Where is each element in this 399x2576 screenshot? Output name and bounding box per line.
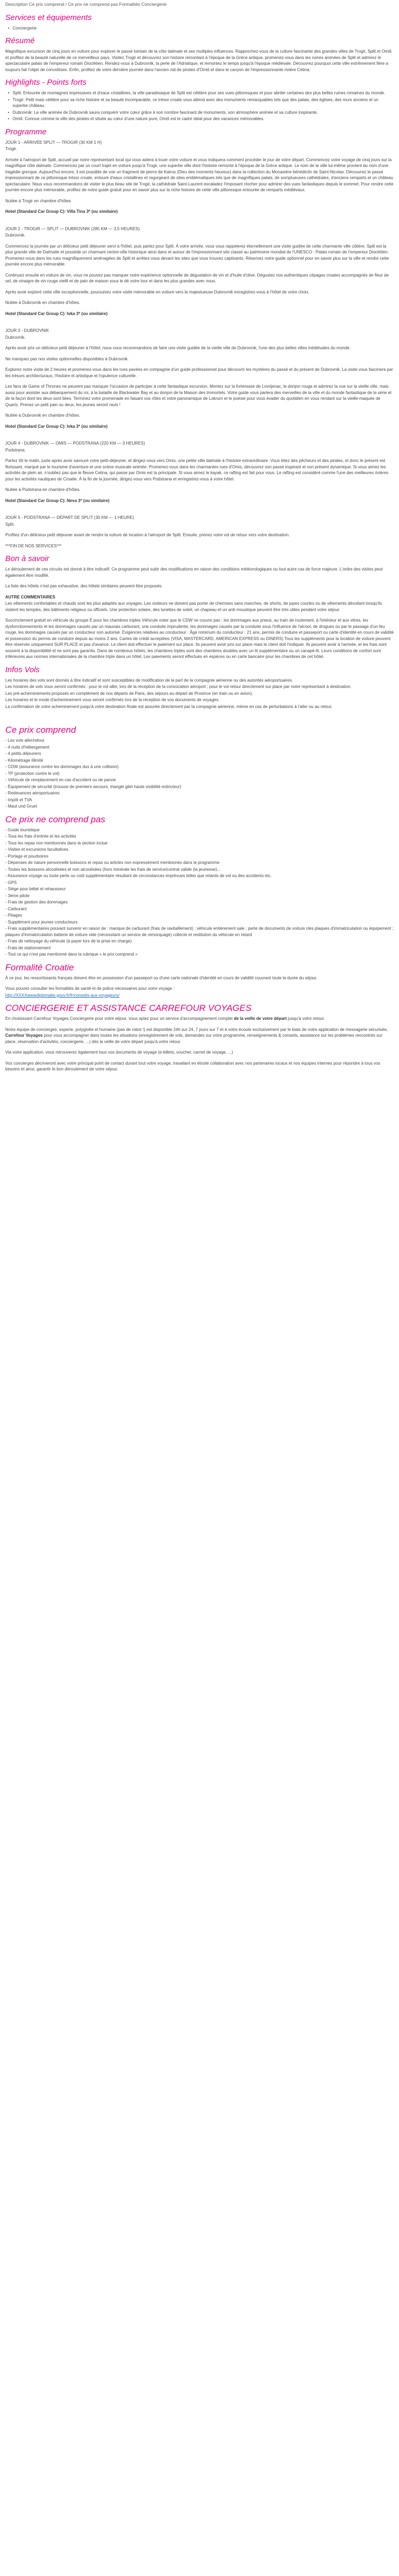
excluded-item: - Frais supplémentaires pouvant survenir en raison de : manque de carburant (frais de ravitaillement) ; véhicule entièrement sale ; perte de documents de voiture clés plaques d'immatriculation ou équipement ; plaques d'immatriculation batterie de voiture vide (nécessitant un service de remorquage) collecte et restitution du véhicule en retard bbox=[5, 926, 394, 937]
excluded-item: - Frais de nettoyage du véhicule (à payer lors de la prise en charge) bbox=[5, 939, 132, 943]
day-subtitle: Split. bbox=[5, 522, 15, 527]
page bbox=[0, 0, 399, 1083]
diplomatie-link[interactable]: http://XXXXwwwdiplomatie.gouv.fr/fr/conseils-aux-voyageurs/ bbox=[5, 992, 119, 998]
day-1 bbox=[5, 140, 394, 215]
day-paragraph: Nuitée à Podstrana en chambre d'hôtes. bbox=[5, 487, 81, 492]
infos-vols-line: La confirmation de votre acheminement jusqu'à votre destination finale est assurée directement par la compagnie aérienne, mème en cas de perturbations à l'aller ou au retour. bbox=[5, 704, 333, 709]
included-item: - Équipement de sécurité (trousse de premiers secours, triangle gilet haute visibilité extincteur) bbox=[5, 784, 182, 789]
excluded-item: - Tous les frais d'entrée et les activités bbox=[5, 834, 76, 839]
day-title: JOUR 1 - ARRIVÉE SPLIT — TROGIR (30 KM 1 H) bbox=[5, 140, 102, 145]
services-item: • Conciergerie bbox=[13, 25, 394, 32]
ne-comprend-pas-title: Ce prix ne comprend pas bbox=[5, 814, 105, 824]
day-4 bbox=[5, 440, 394, 504]
day-paragraph: Après avoir exploré cette ville exceptionnelle, poursuivez votre visite mémorable en voiture vers la majestueuse Dubrovnik enregistrez-vous à l'hôtel de votre choix. bbox=[5, 289, 310, 294]
highlight-item: • Trogir: Petit mais célèbre pour sa riche histoire et sa beauté incomparable, ce trésor croate vous attend avec des monuments remarquables tels que des palais, des églises, des murs anciens et un superbe château. bbox=[13, 97, 394, 109]
conciergerie-paragraph: En choisissant Carrefour Voyages Conciergerie pour votre séjour, vous optez pour un service d'accompagnement complet de la veille de votre départ jusqu'à votre retour. bbox=[5, 1016, 325, 1021]
day-hotel: Hotel (Standard Car Group C): Villa Tina 3* (ou similaire) bbox=[5, 209, 118, 214]
day-paragraph: Continuez ensuite en voiture de vin, vous ne pouvez pas manquer notre expérience optionnelle de dégustation de vin et d'huile d'olive. Dégustez nos authentiques cépages croates accompagnés de fleur de sel, de vinaigre de vin rouge vieilli et de pain de maison sous le dé votre tour et dans les plus grandes avec nous. bbox=[5, 272, 389, 283]
formalite-paragraph: À ce jour, les ressortissants français doivent être en possession d'un passeport ou d'une carte nationale d'identité en cours de validité couvrant toute la durée du séjour. bbox=[5, 975, 317, 980]
day-paragraph: Partez tôt le matin, juste après avoir savouré votre petit-déjeuner, et dirigez-vous vers Omis, une petite ville dalmate à l'histoire extraordinaire. Vous étiez des pêcheurs et des pirates, et donc le présent est florissant, marqué par le tourisme d'aventure et une scène musicale animée. Promenez-vous dans les charmantes rues d'Omis, découvrez son passé inspirant et son présent dynamique. Si vous aimez les activités de plein air, n'oubliez pas que le fleuve Cetina, qui passe par Omis est la principale. Si vous aimez le kayak, ce rafting est fait pour vous. Le rafting est considéré comme l'une des meilleures rivières pour les activités nautiques de Croatie. À la fin de la journée, dirigez-vous vers Podstrana et enregistrez-vous à votre hôtel. bbox=[5, 458, 388, 481]
infos-vols-line: Les pré-acheminements proposés en complément de nos départs de Paris, des séjours au départ de Province (en train ou en avion). bbox=[5, 691, 253, 696]
services-title: Services et équipements bbox=[5, 13, 92, 22]
infos-vols-line: Les horaires de vols vous seront confirmés : pour le vol aller, lors de la réception de la convocation aéroport ; pour le vol retour directement sur place par notre représentant à destination. bbox=[5, 684, 352, 689]
day-paragraph: Profitez d'un délicieux petit déjeuner avant de rendre la voiture de location à l'aéroport de Split. Ensuite, prenez votre vol de retour vers votre destination. bbox=[5, 533, 290, 537]
formalite-paragraph: Vous pouvez consulter les formalités de santé et de police nécessaires pour votre voyage : bbox=[5, 986, 175, 991]
excluded-item: - Frais de gestion des dommages bbox=[5, 900, 68, 904]
excluded-item: - Assurance voyage ou toute perte ou coût supplémentaire résultant de circonstances imprévues telles que retards de vol ou des accidents etc. bbox=[5, 873, 272, 878]
conciergerie-paragraph: Notre équipe de concierges, experte, polyglotte et humaine (pas de robot !) est disponible 24h sur 24, 7 jours sur 7 et à votre écoute exclusivement par le biais de notre application de messagerie sécurisée, Carrefour Voyages pour vous accompagner dans toutes les situations (enregistrement de vols, demandes sur votre programme, renseignements & conseils, assistance sur les problèmes rencontrés sur place, réservation d'activités, conciergerie, ...) dès la veille de votre départ jusqu'à votre retour. bbox=[5, 1027, 388, 1044]
conciergerie-paragraph: Via votre application, vous retrouverez également tous vos documents de voyage (e-billets, voucher, carnet de voyage, ...) bbox=[5, 1050, 233, 1055]
day-3 bbox=[5, 328, 394, 429]
infos-vols-title: Infos Vols bbox=[5, 665, 40, 674]
conciergerie-title: CONCIERGERIE ET ASSISTANCE CARREFOUR VOYAGES bbox=[5, 1003, 252, 1013]
infos-vols-line: Les horaires des vols sont donnés à titre indicatif et sont susceptibles de modification de la part de la compagnie aérienne ou des autorités aéroportuaires. bbox=[5, 677, 293, 683]
included-item: - Véhicule de remplacement en cas d'accident ou de panne bbox=[5, 778, 116, 782]
highlight-item: • Split: Entourée de montagnes impressives et d'eaux cristallines, la ville paradisiaque de Split est célèbre pour ses vues pittoresques et pour abriter certaines des plus belles ruines romaines du monde. bbox=[13, 90, 394, 96]
infos-vols-line: Les horaires et le mode d'acheminement vous seront confirmés lors de la réception de vos documents de voyages. bbox=[5, 697, 220, 702]
bon-a-savoir-paragraph: La liste des hôtels n'est pas exhaustive, des hôtels similaires peuvent être proposés. bbox=[5, 584, 163, 588]
day-hotel: Hotel (Standard Car Group C): Ivka 3* (ou similaire) bbox=[5, 311, 108, 316]
day-subtitle: Dubrovnik. bbox=[5, 233, 26, 238]
programme-title: Programme bbox=[5, 127, 47, 136]
ce-prix-comprend-list bbox=[5, 738, 394, 810]
excluded-item: - Supplément pour jeunes conducteurs bbox=[5, 919, 78, 925]
ce-prix-comprend-title: Ce prix comprend bbox=[5, 725, 76, 735]
day-hotel: Hotel (Standard Car Group C): Neva 3* (ou similaire) bbox=[5, 498, 109, 503]
excluded-item: - Tout ce qui n'est pas mentionné dans la rubrique « le prix comprend » bbox=[5, 952, 138, 957]
excluded-item: - Carburant bbox=[5, 906, 27, 911]
included-item: - Redevances aéroportuaires bbox=[5, 791, 60, 795]
included-item: - Les vols aller/retour bbox=[5, 738, 45, 743]
day-paragraph: Les fans de Game of Thrones ne peuvent pas manquer l'occasion de participer à cette fantastique excursion. Montez sur la forteresse de Lovrijenac, le donjon rouge et admirez la vue sur la vieille ville, mais aussi pour assister aux débarquement du roi, à la bataille de Blackwater Bay et au donjon de la Maison des Immortels. Votre guide vous parlera des merveilles de la ville et du monde fantastique de la série et de la façon dont les deux sont liées. Terminez votre promenade en faisant vos rôles et votre panoramique de Lokrum et le poésie pour vous évader du quotidien en vous rendant sur la vieille-maquée de Quartz. Prenez un petit pain ou deux, les jeunes seront ravis ! bbox=[5, 384, 392, 407]
day-paragraph: Commencez la journée par un délicieux petit déjeuner servi à l'hôtel, puis partez pour Split. À votre arrivée, vous vous rappelerez éternellement une visite guidée de cette charmante ville côtière. Split est la plus grande ville de Dalmatie et possède un charmant centre-ville historique ainsi dans et autour de l'impressionnant site classé au patrimoine mondial de l'UNESCO : Palais romain de l'empereur Dioclétien. Promenez-vous dans les rues magnifiquement aménagées de Split et arrêtez-vous devant les sites que vous trouvez captivants. Réservez notre guide optionnel pour en savoir plus sur la ville et rendre cette journée encore plus mémorable. bbox=[5, 243, 389, 267]
included-item: - TP (protection contre le vol) bbox=[5, 771, 59, 776]
day-2 bbox=[5, 226, 394, 317]
excluded-item: - GPS bbox=[5, 880, 17, 885]
excluded-item: - Toutes les boissons alcoolisées et non alcoolisées (hors minérale les frais de service/contrat valide (la jeunesse)... bbox=[5, 867, 221, 872]
included-item: - CDW (assurance contre les dommages dus à une collision) bbox=[5, 764, 119, 769]
breadcrumb[interactable]: Description Ce prix comprend / Ce prix ne comprend pas Formalités Conciergerie bbox=[5, 2, 167, 7]
included-item: - 4 petits déjeuners bbox=[5, 751, 42, 756]
excluded-item: - Frais de stationnement bbox=[5, 945, 51, 950]
included-item: - 4 nuits d'hébergement bbox=[5, 744, 49, 750]
day-title: JOUR 3 - DUBROVNIK bbox=[5, 328, 49, 333]
highlight-item: • Dubrovnik: La ville animée de Dubrovnik saura conquérir votre cœur grâce à son nombre fascinant de monuments, son atmosphère animée et sa culture inspirante. bbox=[13, 110, 394, 116]
day-paragraph: Nuitée à Dubrovnik en chambre d'hôtes. bbox=[5, 413, 81, 418]
resume-text: Magnifique excursion de cinq jours en voiture pour explorer le passé lointain de la côte dalmate et ses multiples influences. Rapprochez-vous de la culture fascinante des grandes villes de Trogir, Split et Omiš et profitez de la beauté naturelle de ce merveilleux pays. Visitez Trogir et découvrez son histoire remontant à l'époque de la Grèce antique, promenez-vous dans les ruines animées de Split et admirez le spectaculaire palais de l'empereur romain Dioclétien. Rendez-vous à Dubrovnik, la perle de l'Adriatique, et remontez le temps jusqu'à l'époque médiévale. Découvrez pourquoi cette ville extrêmement fière a toujours fait l'objet de convoitises. Enfin, profitez de votre dernière journée dans l'ancien nid de pirates d'Omiš et dans le canyon de l'impressionnante rivière Cetina. bbox=[5, 49, 392, 72]
day-subtitle: Podstrana. bbox=[5, 447, 26, 453]
excluded-item: - Tous les repas non mentionnés dans la section inclue bbox=[5, 840, 108, 845]
end-of-services: ***FIN DE NOS SERVICES*** bbox=[5, 543, 62, 548]
autres-commentaires-title: AUTRE COMMENTAIRES bbox=[5, 594, 55, 599]
excluded-item: - Guide touristique bbox=[5, 827, 40, 832]
bon-a-savoir-paragraph: Succinctement gratuit en véhicule du groupe E pour les chambres triples Véhicule noter que le CDW ne couvre pas : les dommages aux pneus, au train de roulement, à l'intérieur et aux vitres, les dysfonctionnements et les dommages causés par un mauvais carburant, une conduite imprudente, les dommages causés par la conduite sous l'influence de l'alcool, de drogues ou par le passage d'un feu rouge, les dommages causés par un conducteur non autorisé. Exigences relatives au conducteur : Âge minimum du conducteur : 21 ans, permis de conduire et passeport ou carte d'identité en cours de validité et possession du permis de conduire depuis au moins 2 ans. Cartes de crédit acceptées (VISA, MASTERCARD, AMERICAN EXPRESS ou DINERS) Tous les suppléments pour la location de voiture peuvent être réservés uniquement SUR PLACE et pas d'avance. Le client doit effectuer le paiement sur place. Ils peuvent avoir prix sur place mais le client doit l'indiquer. Ils peuvent avoir à l'arrivée, et les frais sont souvent à la disponibilité et ne sont pas garantis. Dans de nombreux hôtels, les chambres triples sont des chambres doubles avec un lit supplémentaire ou un canapé-lit. Leurs conditions de confort sont inférieures aux normes internationales de la chambre triple dans un hôtel. Les paiements seront effectués en espèces ou en carte bancaire pour les chambres de cet hôtel. bbox=[5, 618, 394, 659]
excluded-item: - Siège pour bébé et rehausseur bbox=[5, 887, 66, 891]
highlights-list bbox=[5, 90, 394, 122]
conciergerie-paragraph: Vos concierges décriveront avec votre principal point de contact durant tout votre voyage, travailant en étroite collaboration avec nos partenaires locaux et nos équipes internes pour répondre à tous vos besoins et ainsi, garantir le bon déroulement de votre séjour. bbox=[5, 1060, 381, 1071]
day-paragraph: Après avoir pris un délicieux petit déjeuner à l'hôtel, nous vous recommandons de faire une visite guidée de la vieille ville de Dubrovnik, l'une des plus belles villes médiévales du monde. bbox=[5, 346, 351, 350]
excluded-item: - Péages bbox=[5, 913, 23, 918]
highlights-title: Highlights - Points forts bbox=[5, 78, 87, 87]
day-paragraph: Explorez notre visite de 2 heures et promenez-vous dans les rues pavées en compagnie d'un guide professionnel pour découvrir les mystères du passé et du présent de Dubrovnik. La visite vous fascinera par les trésors architecturaux, l'histoire et artistique et l'opulence culturelle. bbox=[5, 367, 393, 378]
day-paragraph: Nuitée à Dubrovnik en chambre d'hôtes. bbox=[5, 300, 81, 305]
bon-a-savoir-paragraph: Le déroulement de ces circuits est donné à titre indicatif. Ce programme peut subir des modifications en raison des conditions météorologiques ou tout autre cas de force majeure. L'ordre des visites peut également être modifié. bbox=[5, 567, 383, 578]
excluded-item: - Visites et excursions facultatives bbox=[5, 847, 68, 852]
day-paragraph: Arrivée à l'aéroport de Split, accueil par notre représentant local qui vous aidera à louer votre voiture et vous indiquera comment procéder le jour de votre départ. Commencez votre voyage de cinq jours sur la magnifique côte dalmate. Commencez par un court trajet en voiture jusqu'à Trogir, une superbe ville dont l'histoire remonte à l'époque de la Grèce antique. Le nom de la ville lui-même provient du nom d'une tragédie grecque. Aujourd'hui encore, il est possible de voir un fragment de pierre de Kairos (Dieu des moments heureux) dans la collection du Monastère bénédictin de Saint-Nicolas. Découvrez le passé impressionnant de ce pittoresque trésor croate, entouré d'eaux cristallines et regorgeant de sites emblématiques tels que de magnifiques palais, de somptueuses cathédrales, d'anciens remparts et un château spectaculaire. Nous vous recommandons de visiter le plus beau site de Trogir, la cathédrale Saint-Laurent escaladez l'imposant clocher pour admirer des vues fantastiques depuis le sommet. Pour rendre cette journée encore plus mémorable, profitez de notre guide gratuit pour en savoir plus sur la riche histoire de cette ville pittoresque entourée de remparts médiévaux. bbox=[5, 157, 394, 192]
day-subtitle: Dubrovnik. bbox=[5, 335, 26, 340]
day-title: JOUR 4 - DUBROVNIK — OMIS — PODSTRANA (220 KM — 3 HEURES) bbox=[5, 441, 145, 446]
day-title: JOUR 2 - TROGIR — SPLIT — DUBROVNIK (285 KM — 3,5 HEURES) bbox=[5, 226, 140, 231]
day-5 bbox=[5, 515, 394, 549]
included-item: - Maut und Gruet bbox=[5, 804, 37, 809]
day-paragraph: Nuitée à Trogir en chambre d'hôtes bbox=[5, 198, 71, 203]
included-item: - Impôt et TVA bbox=[5, 797, 32, 802]
services-list bbox=[5, 25, 394, 32]
day-title: JOUR 5 - PODSTRANA — DÉPART DE SPLIT (30 KM — 1 HEURE) bbox=[5, 515, 134, 520]
highlight-item: • Omiš: Connue comme la ville des pirates et située au cœur d'une nature pure, Omiš est le cadre idéal pour des vacances mémorables. bbox=[13, 116, 394, 122]
excluded-item: - Portage et pourboires bbox=[5, 853, 48, 859]
excluded-item: - Dépenses de nature personnelle boissons et repas ou articles non expressément mentionnés dans le programme bbox=[5, 860, 220, 865]
included-item: - Kilométrage illimité bbox=[5, 758, 44, 763]
excluded-item: - 3ème pilote bbox=[5, 893, 30, 898]
bon-a-savoir-title: Bon à savoir bbox=[5, 554, 49, 563]
day-paragraph: Ne manquez pas nos visites optionnelles disponibles à Dubrovnik. bbox=[5, 356, 129, 361]
bon-a-savoir-paragraph: Les vêtements confortables et chauds sont les plus adaptés aux voyages. Les visiteurs ne doivent pas porter de chemises sans manches, de shorts, de jupes courtes ou de vêtements dévoilant lorsqu'ils visitent les temples, des bâtiments religieux ou officiels. Une protection solaire, des lunettes de soleil, un chapeau et un anti-moustique peuvent être très utiles pendant votre séjour. bbox=[5, 601, 382, 612]
ne-comprend-pas-list bbox=[5, 827, 394, 958]
formalite-title: Formalité Croatie bbox=[5, 962, 74, 972]
infos-vols-text bbox=[5, 677, 394, 710]
resume-title: Résumé bbox=[5, 36, 35, 45]
day-hotel: Hotel (Standard Car Group C): Ivka 3* (ou similaire) bbox=[5, 424, 108, 429]
day-subtitle: Trogir. bbox=[5, 146, 17, 151]
